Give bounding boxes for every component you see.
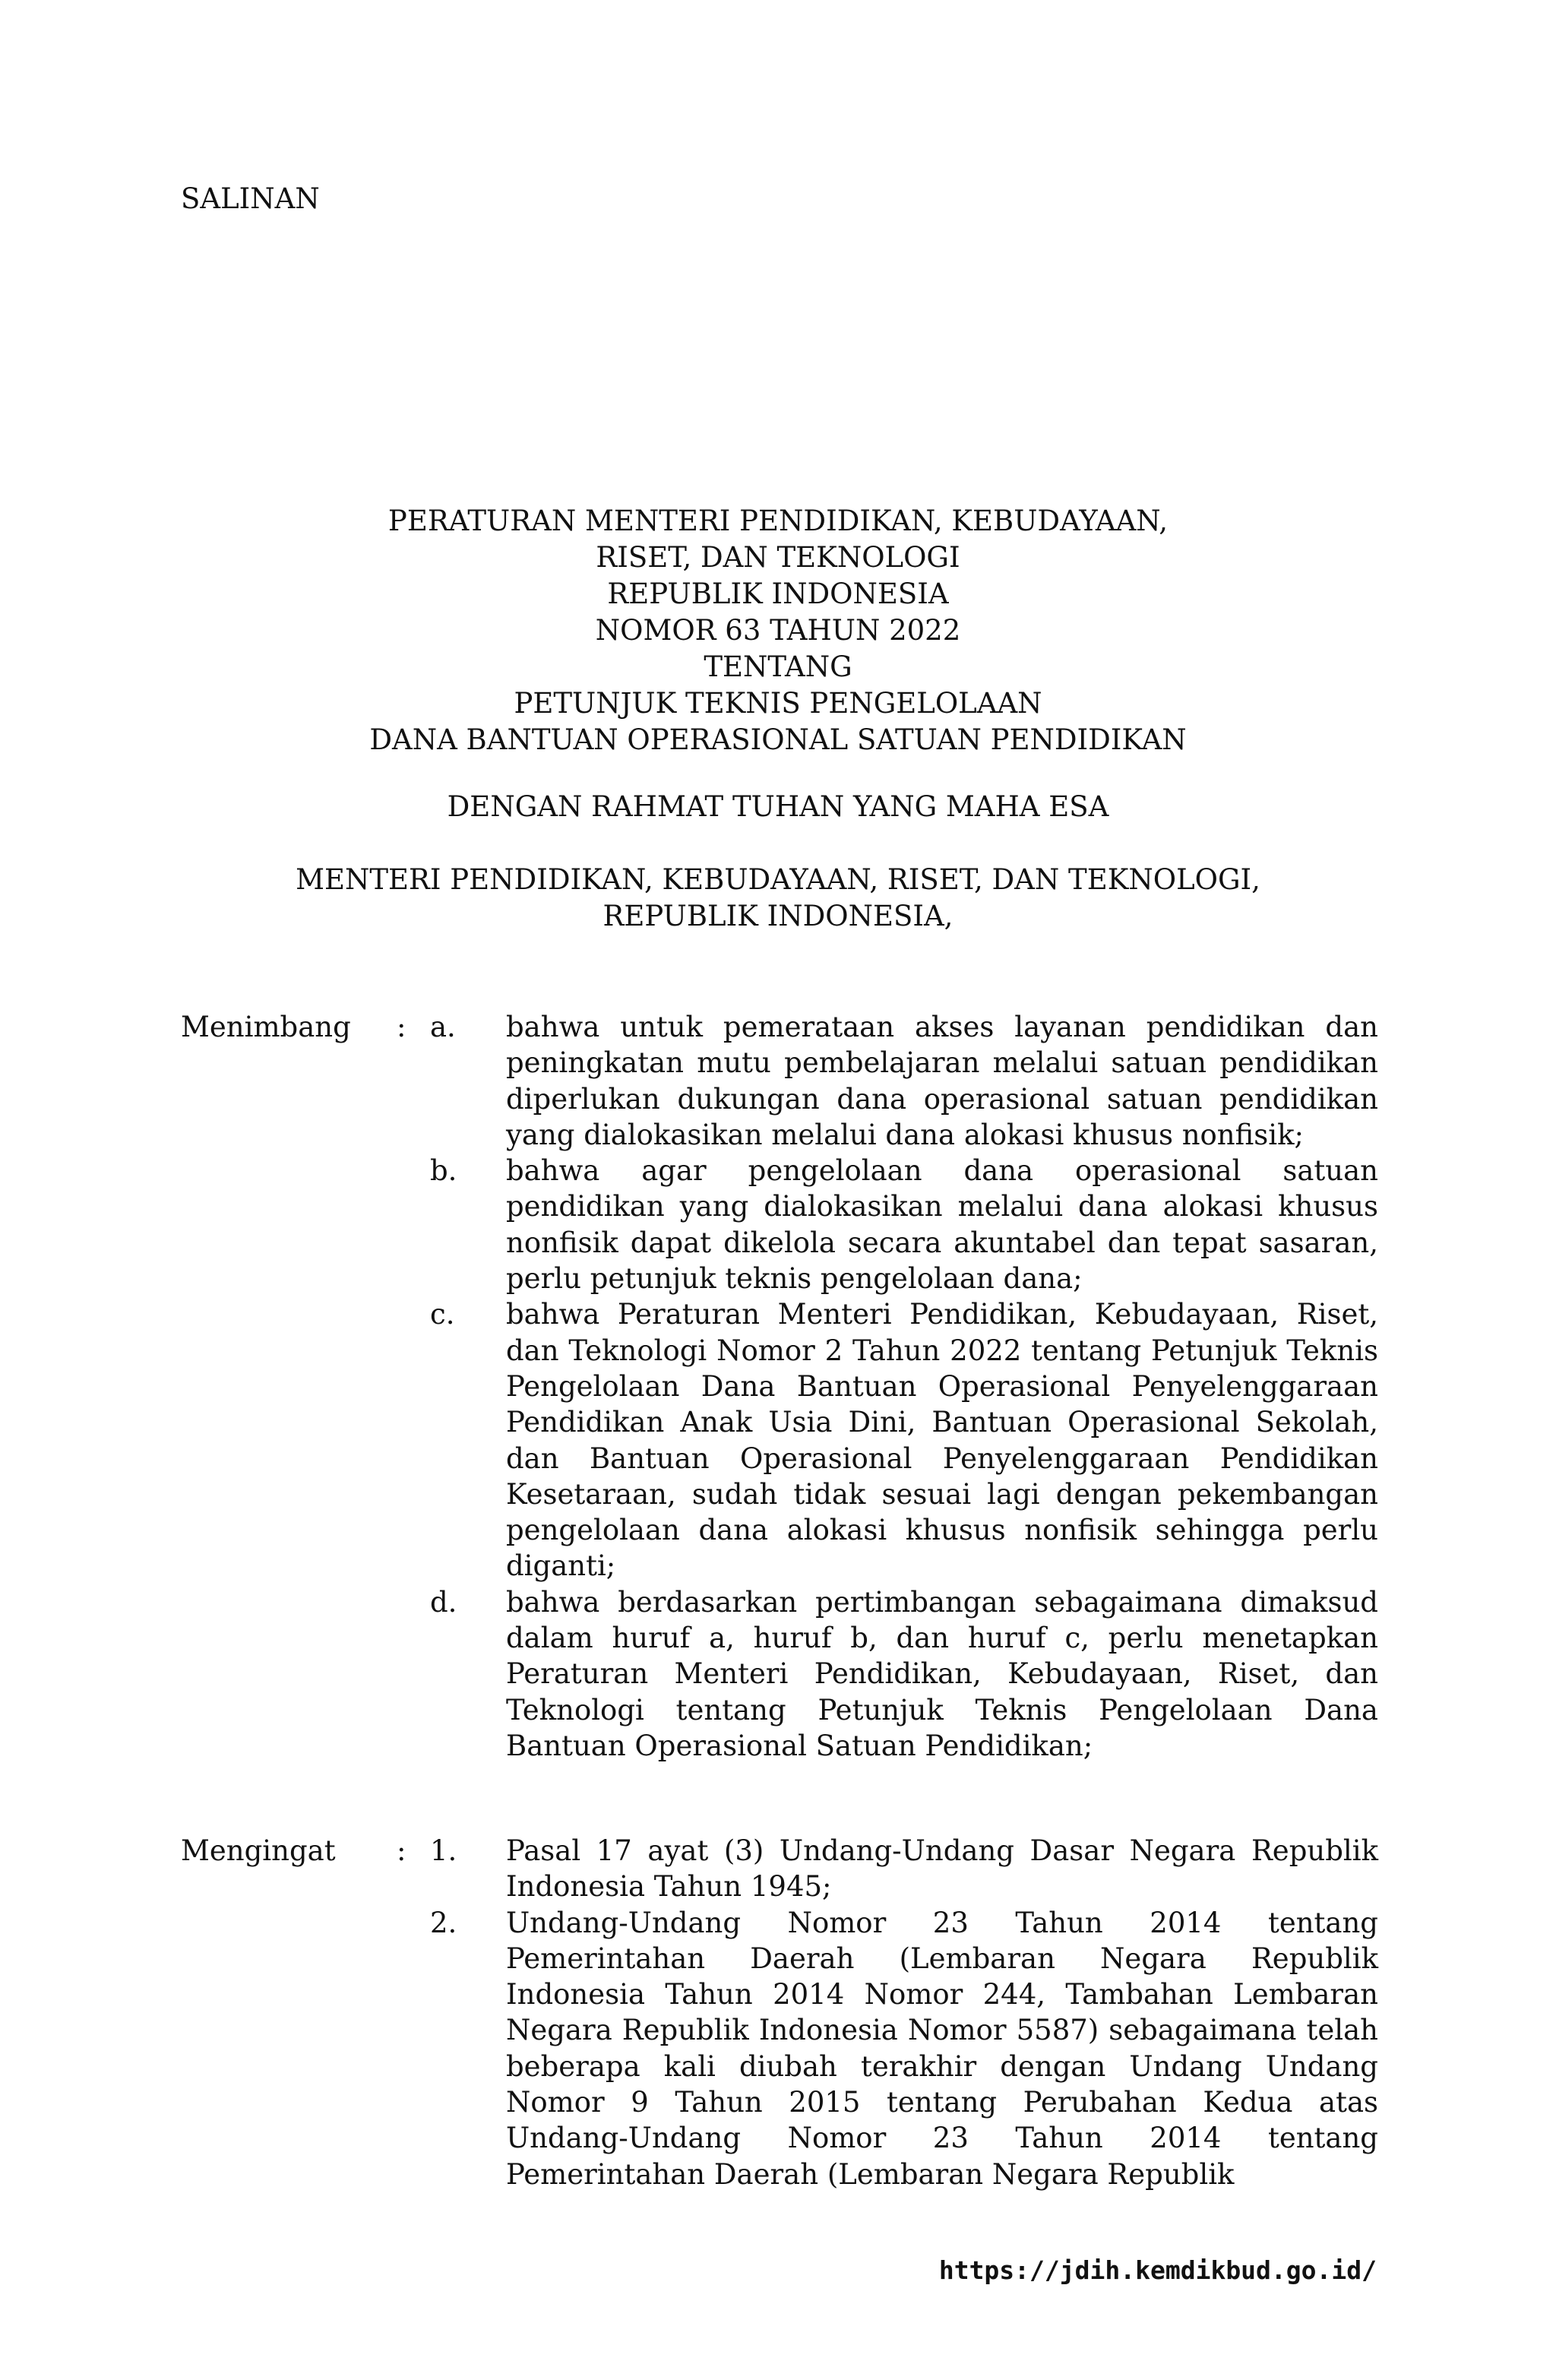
item-text: bahwa berdasarkan pertimbangan sebagaimana dimaksud dalam huruf a, huruf b, dan huruf c, perlu menetapkan Peraturan Menteri Pendidikan, Kebudayaan, Riset, dan Teknologi tentang Petunjuk Teknis Pengelolaan Dana Bantuan Operasional Satuan Pendidikan; bbox=[506, 1585, 1378, 1762]
title-line: TENTANG bbox=[704, 650, 852, 683]
minister-line: MENTERI PENDIDIKAN, KEBUDAYAAN, RISET, DAN TEKNOLOGI, bbox=[296, 863, 1260, 896]
mengingat-section bbox=[0, 1833, 1556, 2192]
footer-url[interactable]: https://jdih.kemdikbud.go.id/ bbox=[938, 2255, 1377, 2285]
menimbang-section bbox=[0, 1009, 1556, 1764]
item-text: Undang-Undang Nomor 23 Tahun 2014 tentang Pemerintahan Daerah (Lembaran Negara Republik Indonesia Tahun 2014 Nomor 244, Tambahan Lembaran Negara Republik Indonesia Nomor 5587) sebagaimana telah beberapa kali diubah terakhir dengan Undang Undang Nomor 9 Tahun 2015 tentang Perubahan Kedua atas Undang-Undang Nomor 23 Tahun 2014 tentang Pemerintahan Daerah (Lembaran Negara Republik bbox=[506, 1906, 1378, 2191]
item-text: bahwa untuk pemerataan akses layanan pendidikan dan peningkatan mutu pembelajaran melalui satuan pendidikan diperlukan dukungan dana operasional satuan pendidikan yang dialokasikan melalui dana alokasi khusus nonfisik; bbox=[506, 1011, 1378, 1151]
section-label: Menimbang bbox=[181, 1011, 351, 1043]
item-marker: 1. bbox=[430, 1834, 457, 1867]
blessing-text: DENGAN RAHMAT TUHAN YANG MAHA ESA bbox=[447, 790, 1109, 823]
salinan-label: SALINAN bbox=[181, 182, 320, 215]
section-colon: : bbox=[397, 1834, 406, 1867]
list-item bbox=[0, 1296, 1556, 1584]
item-text: bahwa Peraturan Menteri Pendidikan, Kebudayaan, Riset, dan Teknologi Nomor 2 Tahun 2022 tentang Petunjuk Teknis Pengelolaan Dana Bantuan Operasional Penyelenggaraan Pendidikan Anak Usia Dini, Bantuan Operasional Sekolah, dan Bantuan Operasional Penyelenggaraan Pendidikan Kesetaraan, sudah tidak sesuai lagi dengan pekembangan pengelolaan dana alokasi khusus nonfisik sehingga perlu diganti; bbox=[506, 1298, 1378, 1583]
title-line: NOMOR 63 TAHUN 2022 bbox=[595, 614, 961, 647]
section-label: Mengingat bbox=[181, 1834, 336, 1867]
item-text: bahwa agar pengelolaan dana operasional satuan pendidikan yang dialokasikan melalui dana alokasi khusus nonfisik dapat dikelola secara akuntabel dan tepat sasaran, perlu petunjuk teknis pengelolaan dana; bbox=[506, 1154, 1378, 1296]
list-item bbox=[0, 1009, 1556, 1153]
minister-heading bbox=[0, 862, 1556, 935]
list-item bbox=[0, 1905, 1556, 2192]
item-marker: c. bbox=[430, 1298, 455, 1331]
list-item bbox=[0, 1153, 1556, 1296]
title-line: RISET, DAN TEKNOLOGI bbox=[596, 541, 960, 574]
item-marker: 2. bbox=[430, 1906, 457, 1939]
title-line: REPUBLIK INDONESIA bbox=[607, 578, 949, 610]
list-item bbox=[0, 1833, 1556, 1905]
title-line: PETUNJUK TEKNIS PENGELOLAAN bbox=[514, 687, 1042, 720]
item-marker: b. bbox=[430, 1154, 457, 1188]
minister-line: REPUBLIK INDONESIA, bbox=[602, 900, 954, 932]
item-text: Pasal 17 ayat (3) Undang-Undang Dasar Negara Republik Indonesia Tahun 1945; bbox=[506, 1834, 1378, 1904]
regulation-title bbox=[0, 503, 1556, 758]
blessing-line bbox=[0, 789, 1556, 825]
item-marker: d. bbox=[430, 1585, 457, 1619]
title-line: DANA BANTUAN OPERASIONAL SATUAN PENDIDIKAN bbox=[369, 723, 1187, 756]
item-marker: a. bbox=[430, 1011, 456, 1043]
title-line: PERATURAN MENTERI PENDIDIKAN, KEBUDAYAAN, bbox=[387, 505, 1169, 537]
section-colon: : bbox=[397, 1011, 406, 1043]
list-item bbox=[0, 1584, 1556, 1764]
